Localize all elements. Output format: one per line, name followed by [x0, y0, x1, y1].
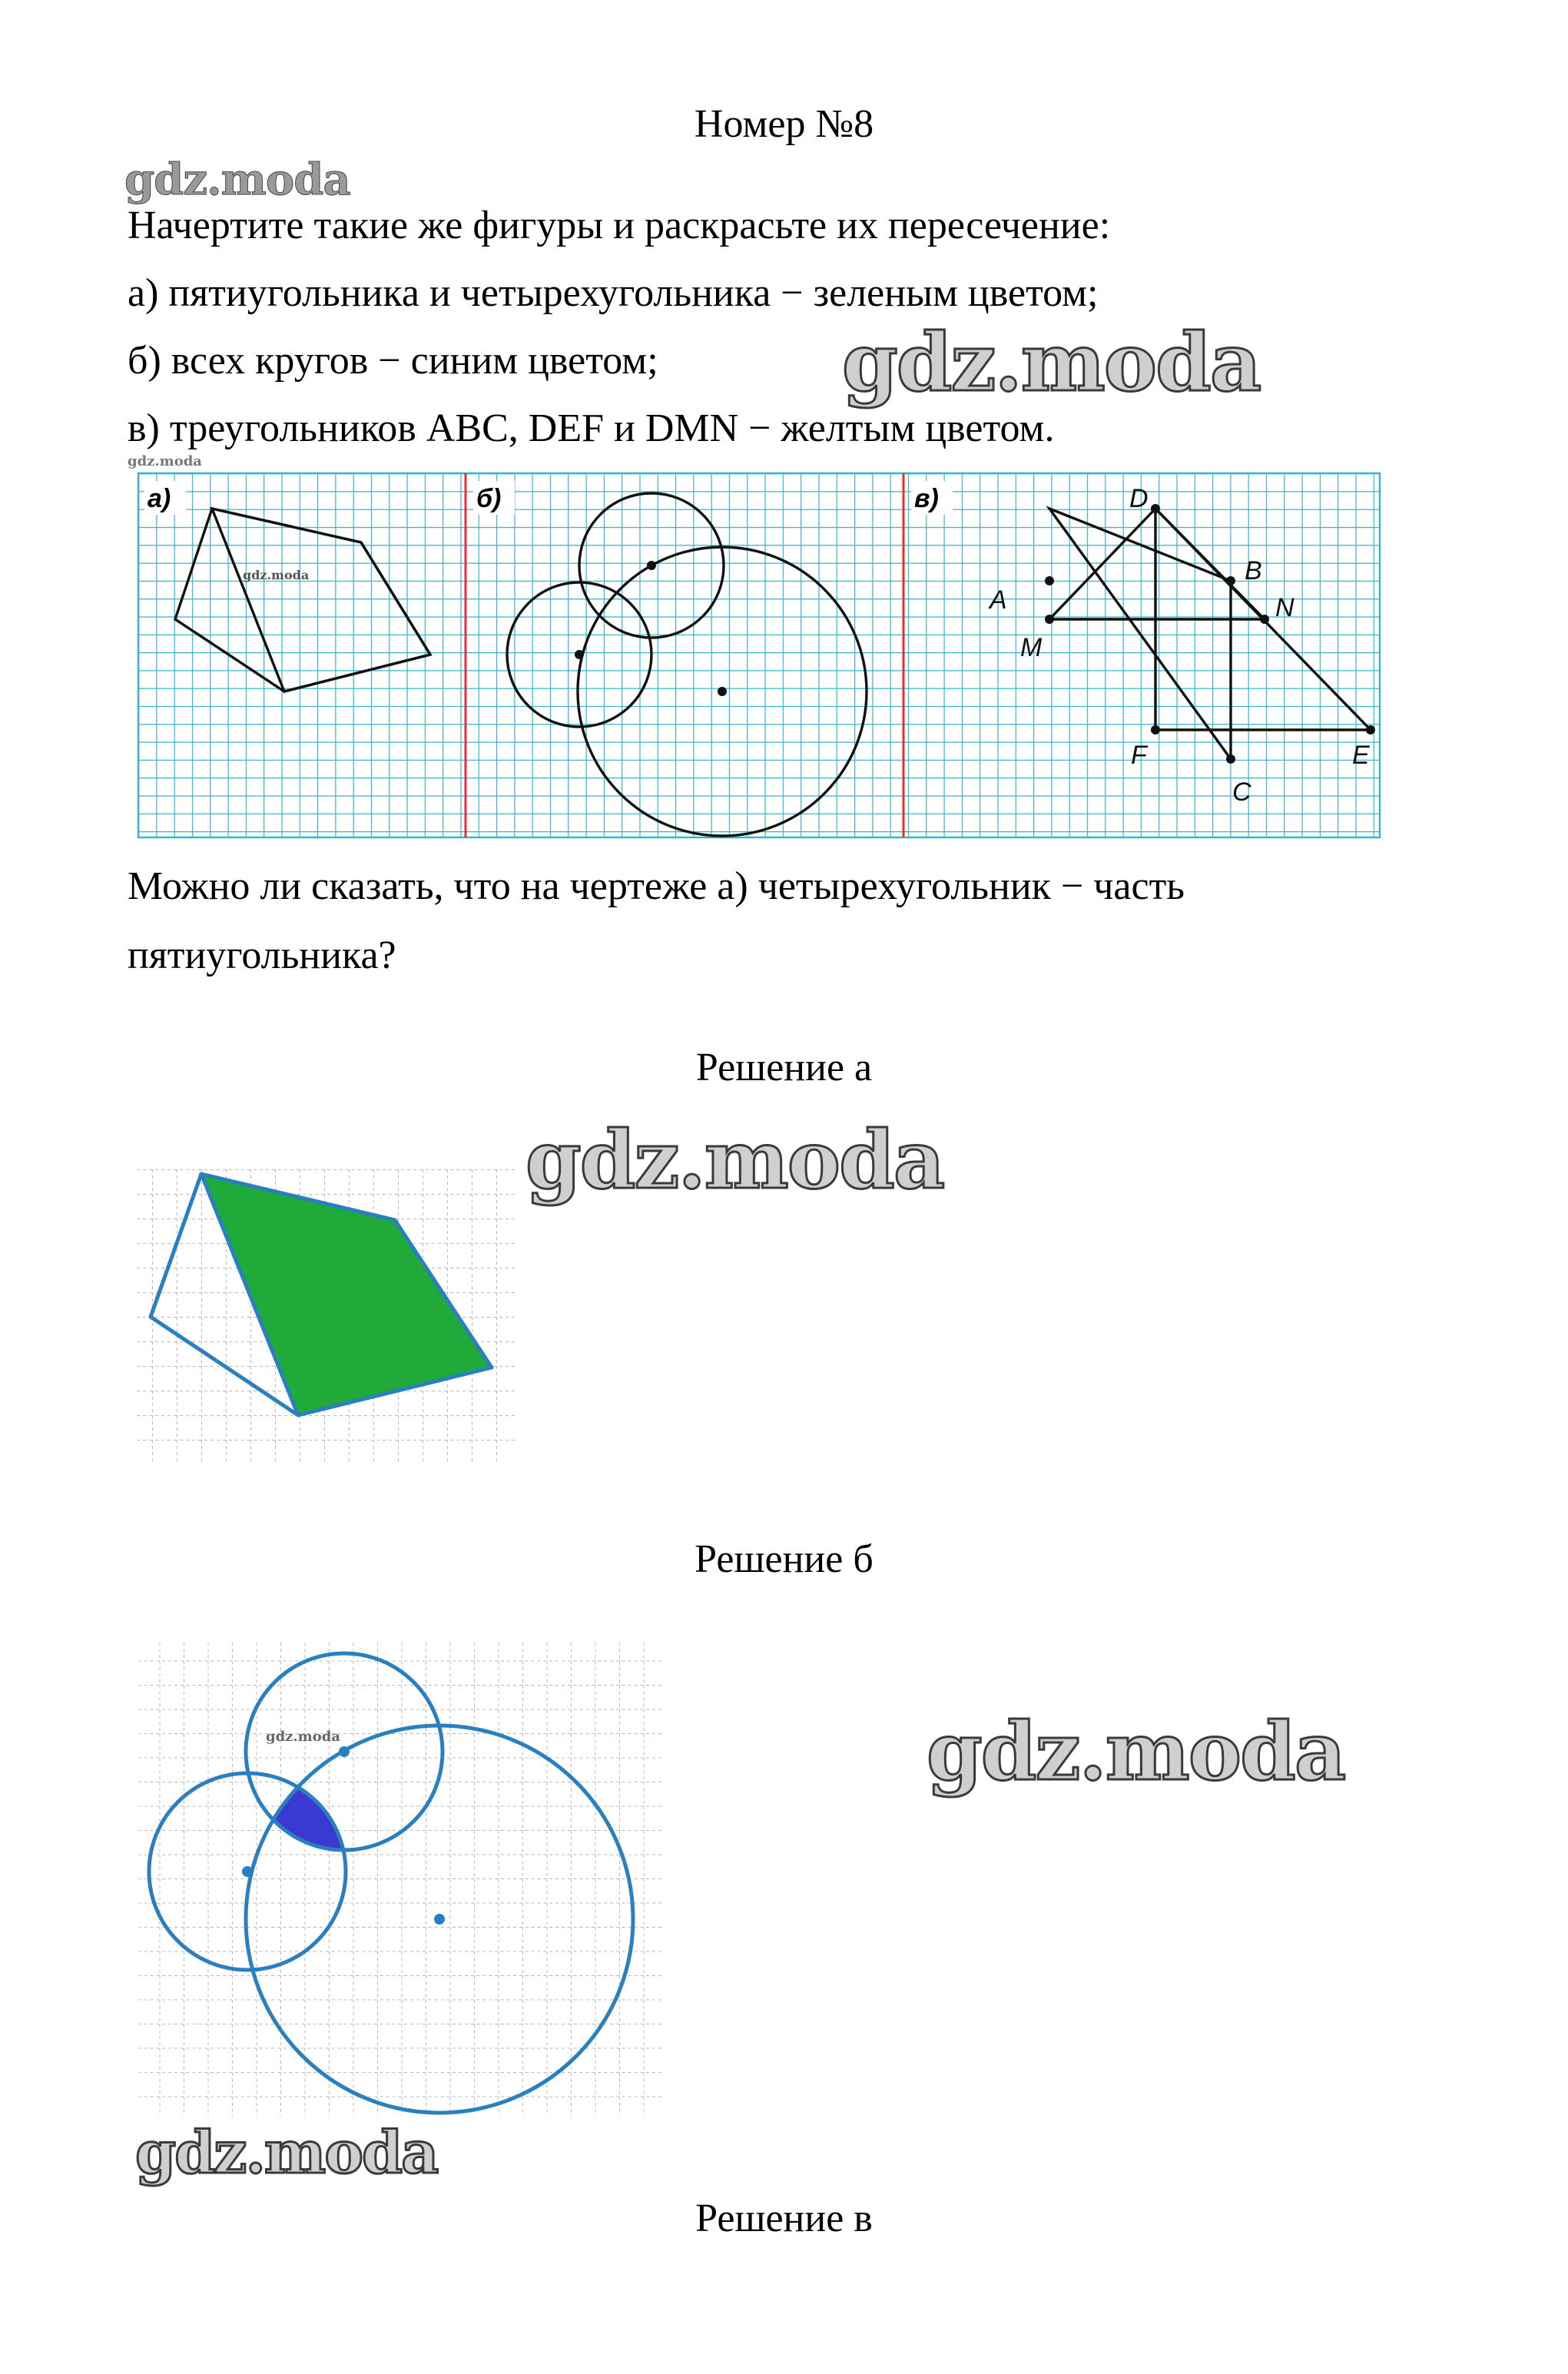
panel-b-label: б)	[476, 484, 502, 513]
point-label-f: F	[1131, 741, 1147, 770]
watermark: gdz.moda	[243, 568, 310, 582]
task-figure	[138, 473, 1383, 842]
point-label-e: E	[1352, 741, 1370, 770]
circle-center	[434, 1914, 445, 1925]
question-line-1: Можно ли сказать, что на чертеже а) четырехугольник − часть	[128, 864, 1185, 908]
circle-center	[718, 687, 727, 696]
point-label-d: D	[1129, 484, 1149, 513]
watermark: gdz.moda	[842, 315, 1261, 409]
point-label-n: N	[1275, 593, 1295, 622]
task-item-b: б) всех кругов − синим цветом;	[128, 339, 658, 383]
task-item-c: в) треугольников ABC, DEF и DMN − желтым цветом.	[128, 406, 1055, 450]
point-label-m: M	[1020, 633, 1043, 662]
solution-a-figure	[128, 1145, 527, 1467]
panel-a-label: а)	[148, 484, 171, 513]
watermark: gdz.moda	[124, 154, 350, 205]
question-line-2: пятиугольника?	[128, 933, 396, 977]
circle-center	[339, 1746, 350, 1757]
panel-c-label: в)	[914, 484, 939, 513]
watermark: gdz.moda	[135, 2118, 438, 2187]
point-label-a: A	[990, 585, 1007, 615]
task-intro: Начертите такие же фигуры и раскрасьте их пересечение:	[128, 204, 1111, 247]
watermark: gdz.moda	[266, 1729, 340, 1745]
solution-b-figure	[135, 1636, 673, 2128]
solution-b-heading: Решение б	[694, 1537, 874, 1581]
point-label-c: C	[1232, 778, 1251, 807]
task-item-a: а) пятиугольника и четырехугольника − зеленым цветом;	[128, 271, 1099, 315]
watermark: gdz.moda	[927, 1704, 1345, 1799]
page-title: Номер №8	[694, 102, 874, 146]
watermark: gdz.moda	[525, 1112, 944, 1207]
watermark: gdz.moda	[128, 453, 202, 469]
circle-center	[242, 1866, 253, 1877]
point-label-b: B	[1245, 556, 1262, 585]
circle-center	[647, 561, 656, 570]
solution-c-heading: Решение в	[695, 2197, 873, 2240]
solution-a-heading: Решение а	[695, 1046, 873, 1089]
circle-center	[575, 650, 584, 659]
